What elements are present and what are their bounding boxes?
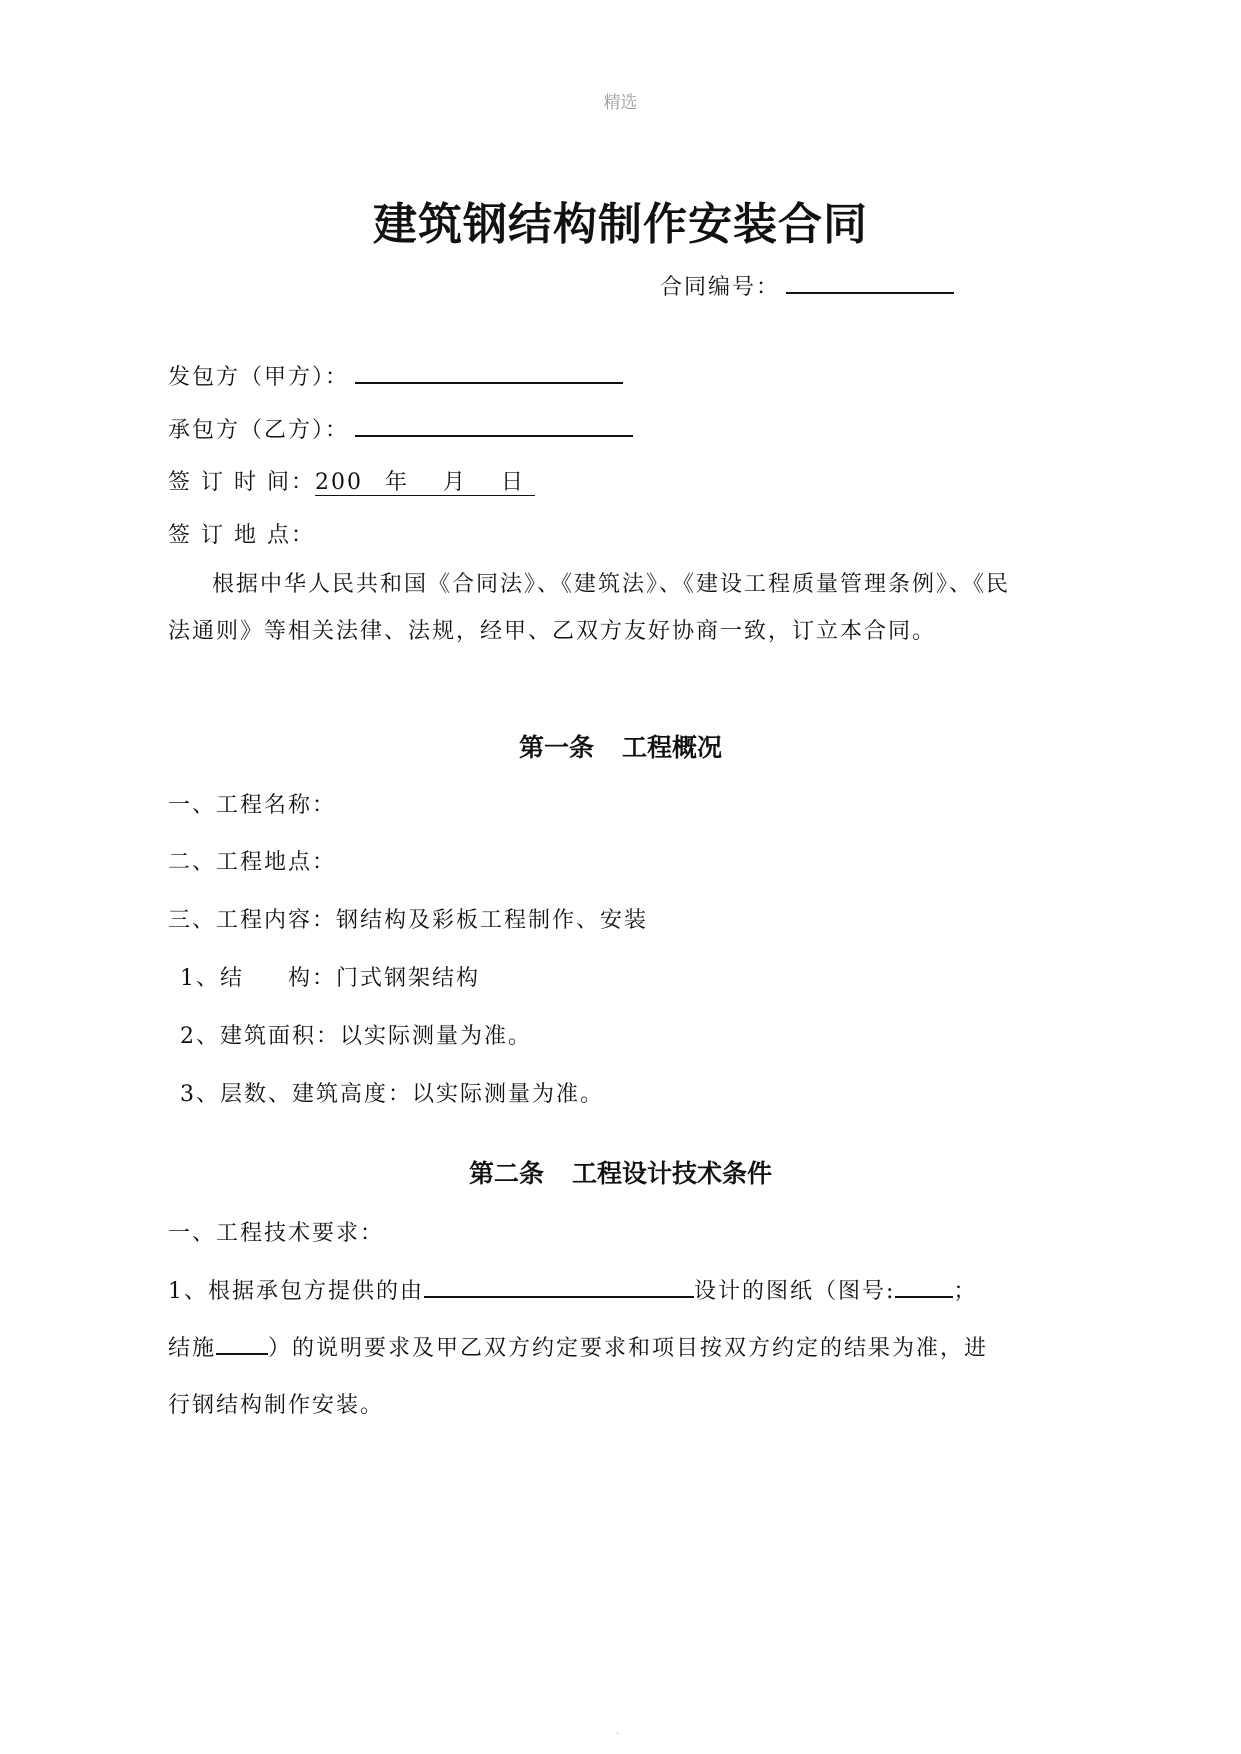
footer-dot: . — [616, 1726, 620, 1737]
sign-time-year: 200 — [314, 470, 363, 495]
article-2-number: 第二条 — [468, 1159, 544, 1188]
structure-value: 构：门式钢架结构 — [288, 966, 481, 991]
party-b-row — [168, 413, 633, 444]
sign-place-label: 签 订 地 点： — [168, 523, 315, 548]
document-title: 建筑钢结构制作安装合同 — [373, 199, 868, 250]
sign-time-date — [315, 470, 535, 496]
article-1-number: 第一条 — [518, 733, 594, 762]
sign-time-label: 签 订 时 间： — [168, 470, 315, 495]
tech-paragraph-line-3: 行钢结构制作安装。 — [168, 1393, 385, 1418]
building-area-item: 2、建筑面积：以实际测量为准。 — [180, 1024, 532, 1049]
party-a-blank — [355, 381, 623, 384]
sign-place-row — [168, 518, 315, 549]
structure-prefix: 1、结 — [180, 966, 244, 991]
tech-p2-part-a: 结施 — [168, 1336, 217, 1361]
party-a-label: 发包方（甲方）： — [168, 365, 350, 390]
contract-number-row — [660, 270, 954, 301]
sign-time-year-unit: 年 — [384, 470, 409, 495]
drawing-number-blank — [895, 1295, 953, 1298]
party-b-blank — [355, 434, 633, 437]
project-content-item: 三、工程内容：钢结构及彩板工程制作、安装 — [168, 908, 649, 933]
article-2-title: 工程设计技术条件 — [572, 1159, 773, 1188]
article-2-heading — [0, 1154, 1241, 1190]
tech-p1-part-a: 1、根据承包方提供的由 — [168, 1279, 424, 1304]
tech-paragraph-line-1 — [168, 1274, 977, 1305]
sign-time-month-unit: 月 — [443, 470, 468, 495]
party-b-label: 承包方（乙方）： — [168, 418, 350, 443]
designer-blank — [424, 1295, 694, 1298]
tech-requirements-item: 一、工程技术要求： — [168, 1221, 385, 1246]
tech-p1-part-c: ； — [953, 1279, 978, 1304]
preamble-line-1: 根据中华人民共和国《合同法》、《建筑法》、《建设工程质量管理条例》、《民 — [212, 572, 1011, 597]
sign-time-day-unit: 日 — [501, 470, 526, 495]
article-1-heading — [0, 728, 1241, 764]
tech-paragraph-line-2 — [168, 1331, 988, 1362]
tech-p1-part-b: 设计的图纸（图号: — [694, 1279, 896, 1304]
contract-number-label: 合同编号： — [660, 275, 781, 300]
sign-time-row — [168, 465, 535, 496]
preamble-line-2: 法通则》等相关法律、法规，经甲、乙双方友好协商一致，订立本合同。 — [168, 619, 937, 644]
structure-item — [180, 961, 480, 992]
building-height-item: 3、层数、建筑高度：以实际测量为准。 — [180, 1082, 604, 1107]
structural-drawing-blank — [216, 1352, 268, 1355]
project-name-item: 一、工程名称： — [168, 793, 337, 818]
tech-p2-part-b: ）的说明要求及甲乙双方约定要求和项目按双方约定的结果为准，进 — [268, 1336, 989, 1361]
header-watermark: 精选 — [603, 93, 638, 113]
article-1-title: 工程概况 — [622, 733, 723, 762]
project-location-item: 二、工程地点： — [168, 850, 337, 875]
contract-number-blank — [786, 291, 954, 294]
party-a-row — [168, 360, 623, 391]
